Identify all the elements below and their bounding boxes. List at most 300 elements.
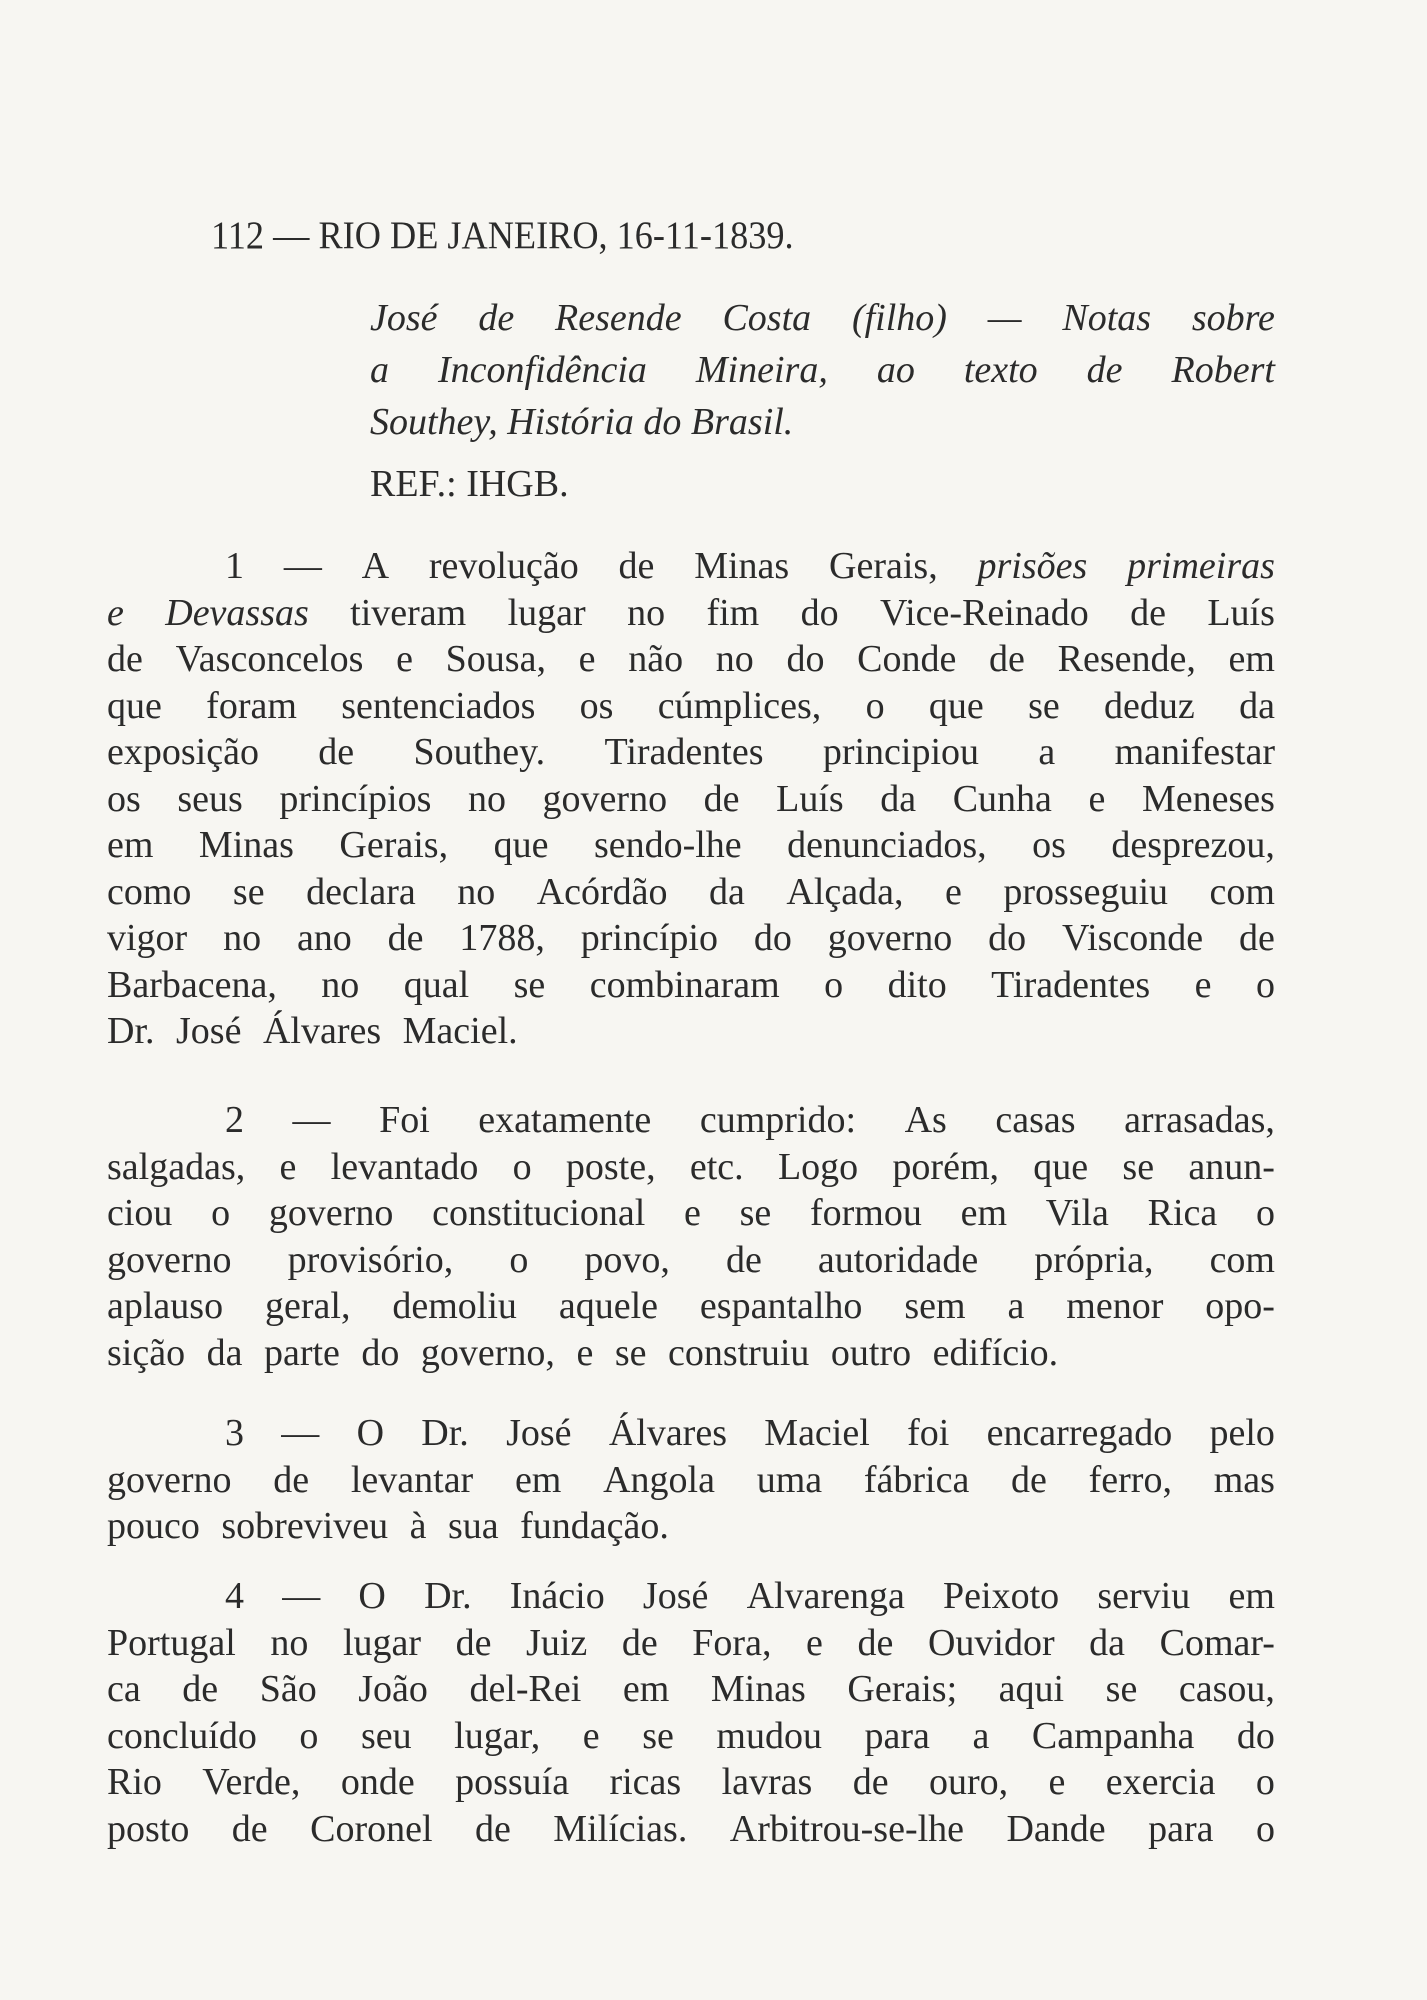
word: o <box>1256 963 1275 1006</box>
word: principiou <box>822 731 980 773</box>
word: Fora, <box>692 1621 772 1664</box>
word: Rica <box>1147 1192 1218 1234</box>
word: Southey. <box>413 731 546 773</box>
word: pelo <box>1209 1412 1275 1454</box>
word: Robert <box>1171 349 1275 391</box>
word: mudou <box>716 1714 822 1757</box>
word: fim <box>706 591 760 634</box>
document-heading: 112 — RIO DE JANEIRO, 16-11-1839. <box>211 214 794 257</box>
word: de <box>1239 917 1275 959</box>
word: denunciados, <box>787 824 987 866</box>
word: arrasadas, <box>1124 1099 1275 1141</box>
word: lugar <box>342 1621 422 1664</box>
word: de <box>857 1621 894 1664</box>
word: de <box>387 917 424 959</box>
word: uma <box>756 1458 823 1501</box>
word: da <box>1239 684 1275 727</box>
word: se <box>232 870 265 913</box>
word: opo- <box>1205 1285 1275 1327</box>
reference-line: REF.: IHGB. <box>370 463 569 505</box>
word: Peixoto <box>943 1575 1060 1617</box>
word: do <box>800 591 839 634</box>
word: seus <box>177 777 243 820</box>
word: Luís <box>776 777 844 820</box>
word: Tiradentes <box>991 963 1151 1006</box>
word: Conde <box>857 638 957 680</box>
word: Visconde <box>1061 917 1204 959</box>
word: Vasconcelos <box>175 638 364 680</box>
word: 1 <box>225 545 244 587</box>
word: salgadas, <box>107 1145 246 1188</box>
word: José <box>506 1412 572 1454</box>
source-citation <box>370 292 1275 448</box>
word: lavras <box>721 1761 813 1803</box>
word: o <box>865 684 885 727</box>
word: em <box>1228 1575 1275 1617</box>
word: Inácio <box>509 1575 605 1617</box>
word: aplauso <box>107 1285 224 1327</box>
word: (filho) <box>851 297 947 339</box>
word: Álvares <box>608 1412 727 1454</box>
word: mas <box>1213 1458 1275 1501</box>
word: declara <box>306 870 416 913</box>
word: de <box>273 1458 310 1501</box>
word: e <box>945 870 962 913</box>
word: — <box>283 545 322 587</box>
word: Foi <box>379 1099 430 1141</box>
word: qual <box>403 963 470 1006</box>
text-line <box>107 1457 1275 1504</box>
word: no <box>457 870 496 913</box>
word: Gerais, <box>339 824 449 866</box>
word: se <box>1122 1145 1155 1188</box>
word: primeiras <box>1127 545 1275 587</box>
word: Luís <box>1207 591 1275 634</box>
word: sem <box>904 1285 966 1327</box>
word: prosseguiu <box>1003 870 1169 913</box>
word: ferro, <box>1088 1458 1172 1501</box>
word: Inconfidência <box>437 349 647 391</box>
word: no <box>715 638 754 680</box>
word: do <box>361 1331 409 1374</box>
word: outro <box>830 1331 921 1374</box>
word: casou, <box>1178 1668 1275 1710</box>
word: Ouvidor <box>927 1621 1055 1664</box>
word: governo <box>107 1238 232 1281</box>
word: como <box>107 870 192 913</box>
word: Resende <box>555 297 682 339</box>
word: do <box>988 917 1027 959</box>
word: Resende, <box>1057 638 1196 680</box>
word: del-Rei <box>469 1668 582 1710</box>
word: Minas <box>694 545 790 587</box>
word: e <box>806 1621 823 1664</box>
word: se <box>1028 684 1060 727</box>
source-line <box>370 344 1275 396</box>
word: ouro, <box>928 1761 1009 1803</box>
word: do <box>643 401 691 443</box>
word: Rio <box>107 1761 162 1803</box>
word: Juiz <box>526 1621 588 1664</box>
word: Vice-Reinado <box>879 591 1089 634</box>
word: revolução <box>428 545 579 587</box>
word: Notas <box>1062 297 1152 339</box>
text-line <box>107 1097 1275 1144</box>
word: governo <box>542 777 668 820</box>
text-line <box>107 962 1275 1009</box>
word: no <box>321 963 360 1006</box>
word: se <box>1105 1668 1138 1710</box>
word: de <box>455 1621 492 1664</box>
word: 1788, <box>459 917 545 959</box>
word: sobreviveu <box>221 1505 398 1547</box>
word: Comar- <box>1159 1621 1275 1664</box>
word: Maciel. <box>402 1010 518 1052</box>
word: e <box>576 1331 603 1374</box>
word: onde <box>340 1761 415 1803</box>
word: e <box>582 1714 600 1757</box>
word: da <box>880 777 917 820</box>
text-line <box>107 1806 1275 1853</box>
text-line <box>107 869 1275 916</box>
word: Cunha <box>952 777 1052 820</box>
paragraph-3 <box>107 1410 1275 1550</box>
source-line <box>370 396 1275 448</box>
word: e <box>684 1192 701 1234</box>
word: João <box>358 1668 428 1710</box>
word: do <box>1236 1714 1275 1757</box>
word: em <box>107 824 154 866</box>
word: exercia <box>1105 1761 1216 1803</box>
word: desprezou, <box>1111 824 1275 866</box>
word: 3 <box>225 1412 244 1454</box>
word: e <box>1194 963 1212 1006</box>
word: Coronel <box>310 1807 433 1850</box>
word: vigor <box>107 917 188 959</box>
word: de <box>1011 1458 1047 1501</box>
text-line <box>107 1620 1275 1667</box>
word: José <box>642 1575 709 1617</box>
word: O <box>358 1575 386 1617</box>
word: provisório, <box>287 1238 454 1281</box>
word: ciou <box>107 1192 173 1234</box>
word: em <box>622 1668 670 1710</box>
word: Gerais, <box>829 545 938 587</box>
word: se <box>739 1192 772 1234</box>
word: sentenciados <box>341 684 536 727</box>
word: de <box>478 297 515 339</box>
word: construiu <box>667 1331 819 1374</box>
paragraph-4 <box>107 1573 1275 1852</box>
word: Campanha <box>1031 1714 1195 1757</box>
word: demoliu <box>392 1285 517 1327</box>
text-line <box>107 1283 1275 1330</box>
word: os <box>1032 824 1066 866</box>
word: foram <box>206 684 297 727</box>
word: 4 <box>225 1575 244 1617</box>
word: ca <box>107 1668 141 1710</box>
word: e <box>107 591 124 634</box>
word: o <box>1255 1807 1275 1850</box>
word: — <box>281 1412 320 1454</box>
word: menor <box>1066 1285 1164 1327</box>
word: cumprido: <box>699 1099 857 1141</box>
word: — <box>282 1575 321 1617</box>
word: autoridade <box>817 1238 979 1281</box>
word: lugar, <box>454 1714 541 1757</box>
word: que <box>107 684 162 727</box>
word: da <box>709 870 745 913</box>
word: sobre <box>1191 297 1275 339</box>
word: texto <box>963 349 1038 391</box>
word: governo <box>827 917 953 959</box>
word: espantalho <box>699 1285 863 1327</box>
word: se <box>614 1331 656 1374</box>
text-line <box>107 636 1275 683</box>
word: governo <box>268 1192 394 1234</box>
word: Portugal <box>107 1621 236 1664</box>
word: Vila <box>1045 1192 1109 1234</box>
word: que <box>928 684 984 727</box>
text-line <box>107 915 1275 962</box>
word: o <box>1255 1761 1275 1803</box>
word: governo, <box>420 1331 565 1374</box>
text-line <box>107 1666 1275 1713</box>
word: ano <box>296 917 352 959</box>
word: que <box>493 824 549 866</box>
text-line <box>107 1008 1275 1055</box>
word: — <box>987 297 1022 339</box>
word: no <box>270 1621 309 1664</box>
word: Milícias. <box>553 1807 688 1850</box>
source-line <box>370 292 1275 344</box>
word: foi <box>907 1412 950 1454</box>
word: prisões <box>977 545 1088 587</box>
word: exatamente <box>478 1099 652 1141</box>
word: Dande <box>1006 1807 1106 1850</box>
word: e <box>396 638 413 680</box>
word: sendo-lhe <box>593 824 742 866</box>
word: o <box>1255 1192 1275 1234</box>
word: em <box>514 1458 562 1501</box>
word: Tiradentes <box>604 731 764 773</box>
word: não <box>628 638 684 680</box>
text-line <box>107 1503 1275 1550</box>
word: da <box>206 1331 252 1374</box>
word: exposição <box>107 731 259 773</box>
word: levantado <box>330 1145 479 1188</box>
word: anun- <box>1188 1145 1275 1188</box>
word: Barbacena, <box>107 963 277 1006</box>
text-line <box>107 1190 1275 1237</box>
word: princípio <box>580 917 718 959</box>
text-line <box>107 1330 1275 1377</box>
word: e <box>1048 1761 1066 1803</box>
word: aqui <box>998 1668 1065 1710</box>
word: tiveram <box>350 591 467 634</box>
word: do <box>786 638 825 680</box>
word: o <box>824 963 844 1006</box>
text-line <box>107 590 1275 637</box>
word: governo <box>107 1458 232 1501</box>
word: levantar <box>350 1458 474 1501</box>
word: Maciel <box>764 1412 870 1454</box>
text-line <box>107 543 1275 590</box>
word: Sousa, <box>445 638 546 680</box>
word: o <box>299 1714 319 1757</box>
word: da <box>1089 1621 1126 1664</box>
word: Álvares <box>262 1010 391 1052</box>
word: São <box>259 1668 317 1710</box>
word: e <box>578 638 596 680</box>
word: As <box>904 1099 947 1141</box>
word: dito <box>887 963 947 1006</box>
word: os <box>107 777 141 820</box>
word: com <box>1209 1238 1275 1281</box>
text-line <box>107 1759 1275 1806</box>
word: seu <box>360 1714 412 1757</box>
word: de <box>989 638 1025 680</box>
word: a <box>972 1714 990 1757</box>
word: ao <box>876 349 915 391</box>
word: de <box>231 1807 268 1850</box>
word: com <box>1209 870 1275 913</box>
word: Brasil. <box>690 401 794 443</box>
word: Logo <box>777 1145 859 1188</box>
word: à <box>409 1505 436 1547</box>
word: do <box>753 917 792 959</box>
word: própria, <box>1034 1238 1154 1281</box>
word: a <box>1038 731 1056 773</box>
word: a <box>370 349 389 391</box>
word: serviu <box>1097 1575 1191 1617</box>
word: de <box>618 545 655 587</box>
word: no <box>223 917 262 959</box>
word: Alvarenga <box>746 1575 905 1617</box>
text-line <box>107 776 1275 823</box>
word: Arbitrou-se-lhe <box>729 1807 965 1850</box>
word: de <box>182 1668 219 1710</box>
word: Dr. <box>107 1010 164 1052</box>
word: casas <box>995 1099 1076 1141</box>
word: lugar <box>507 591 586 634</box>
word: parte <box>263 1331 350 1374</box>
word: poste, <box>565 1145 656 1188</box>
word: se <box>513 963 546 1006</box>
word: Gerais; <box>847 1668 958 1710</box>
word: para <box>864 1714 930 1757</box>
word: Minas <box>710 1668 806 1710</box>
text-line <box>107 1713 1275 1760</box>
word: fábrica <box>863 1458 970 1501</box>
text-line <box>107 822 1275 869</box>
word: princípios <box>279 777 432 820</box>
word: geral, <box>265 1285 351 1327</box>
word: de <box>474 1807 511 1850</box>
word: a <box>1007 1285 1025 1327</box>
word: os <box>579 684 614 727</box>
word: História <box>507 401 644 443</box>
word: edifício. <box>932 1331 1059 1374</box>
word: porém, <box>892 1145 999 1188</box>
word: deduz <box>1104 684 1195 727</box>
word: em <box>1228 638 1275 680</box>
word: formou <box>810 1192 922 1234</box>
word: se <box>642 1714 674 1757</box>
word: Angola <box>603 1458 715 1501</box>
word: José <box>176 1010 251 1052</box>
word: no <box>467 777 506 820</box>
word: Alçada, <box>786 870 904 913</box>
word: fundação. <box>520 1505 669 1547</box>
word: encarregado <box>986 1412 1173 1454</box>
word: A <box>361 545 390 587</box>
word: o <box>509 1238 529 1281</box>
word: para <box>1148 1807 1214 1850</box>
text-line <box>107 1144 1275 1191</box>
word: cúmplices, <box>657 684 822 727</box>
word: de <box>1086 349 1123 391</box>
word: Minas <box>198 824 294 866</box>
word: de <box>318 731 355 773</box>
word: de <box>852 1761 889 1803</box>
word: O <box>356 1412 385 1454</box>
word: — <box>292 1099 331 1141</box>
word: que <box>1033 1145 1089 1188</box>
word: posto <box>107 1807 190 1850</box>
word: de <box>703 777 740 820</box>
word: no <box>627 591 666 634</box>
word: José <box>370 297 438 339</box>
word: 2 <box>225 1099 244 1141</box>
word: manifestar <box>1114 731 1275 773</box>
word: constitucional <box>432 1192 646 1234</box>
word: sição <box>107 1331 195 1374</box>
word: de <box>107 638 143 680</box>
word: pouco <box>107 1505 210 1547</box>
word: Dr. <box>424 1575 472 1617</box>
word: o <box>512 1145 532 1188</box>
text-line <box>107 1237 1275 1284</box>
word: combinaram <box>589 963 780 1006</box>
word: etc. <box>689 1145 744 1188</box>
word: Devassas <box>165 591 309 634</box>
text-line <box>107 1410 1275 1457</box>
word: aquele <box>558 1285 658 1327</box>
word: Meneses <box>1141 777 1275 820</box>
word: Mineira, <box>695 349 828 391</box>
word: povo, <box>584 1238 670 1281</box>
word: Dr. <box>421 1412 469 1454</box>
word: em <box>960 1192 1008 1234</box>
word: concluído <box>107 1714 257 1757</box>
text-line <box>107 683 1275 730</box>
word: possuía <box>455 1761 570 1803</box>
word: e <box>1088 777 1106 820</box>
word: Verde, <box>202 1761 301 1803</box>
word: o <box>211 1192 231 1234</box>
word: ricas <box>609 1761 682 1803</box>
word: de <box>621 1621 658 1664</box>
word: Southey, <box>370 401 508 443</box>
paragraph-2 <box>107 1097 1275 1376</box>
word: Costa <box>722 297 812 339</box>
word: sua <box>447 1505 509 1547</box>
word: de <box>1130 591 1166 634</box>
paragraph-1 <box>107 543 1275 1055</box>
text-line <box>107 729 1275 776</box>
word: e <box>279 1145 297 1188</box>
